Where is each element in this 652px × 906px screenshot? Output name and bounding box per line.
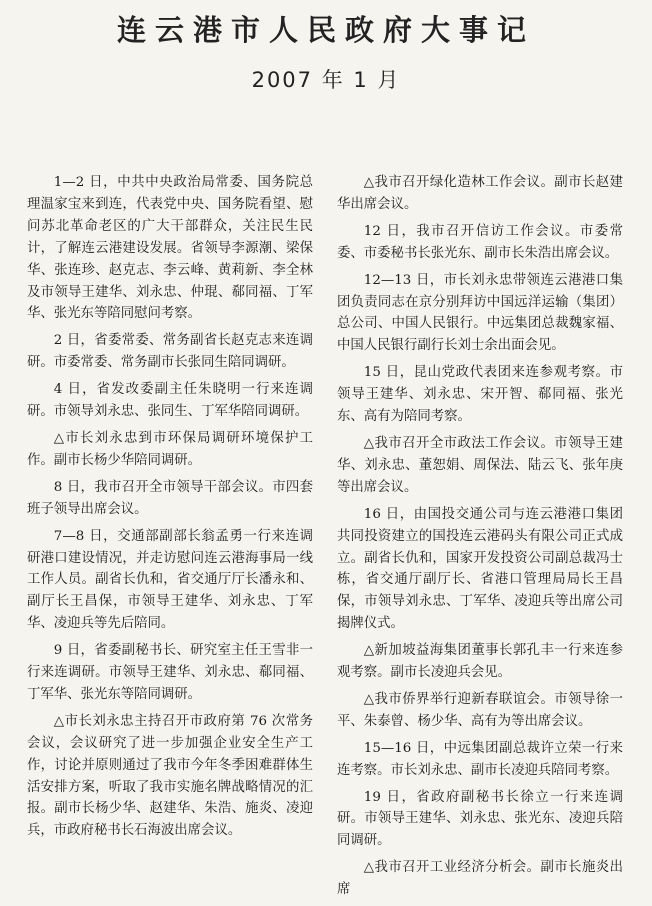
paragraph: △新加坡益海集团董事长郭孔丰一行来连参观考察。副市长凌迎兵会见。	[337, 643, 623, 681]
paragraph: △我市召开全市政法工作会议。市领导王建华、刘永忠、董恕娟、周保法、陆云飞、张年庚等出席会议。	[337, 435, 623, 495]
paragraph: 12—13 日，市长刘永忠带领连云港港口集团负责同志在京分别拜访中国远洋运输（集团）总公司、中国人民银行。中远集团总裁魏家福、中国人民银行副行长刘士余出面会见。	[337, 272, 623, 354]
paragraph: 1—2 日，中共中央政治局常委、国务院总理温家宝来到连，代表党中央、国务院看望、慰问苏北革命老区的广大干部群众，关注民生民计，了解连云港建设发展。省领导李源潮、梁保华、张连珍、赵克志、李云峰、黄莉新、李全林及市领导王建华、刘永忠、仲琨、郗同福、丁军华、张光东等陪同慰问考察。	[27, 175, 313, 322]
paragraph: 4 日，省发改委副主任朱晓明一行来连调研。市领导刘永忠、张同生、丁军华陪同调研。	[27, 382, 313, 420]
paragraph: 8 日，我市召开全市领导干部会议。市四套班子领导出席会议。	[27, 479, 313, 517]
page-subtitle: 2007 年 1 月	[251, 68, 401, 92]
paragraph: 12 日，我市召开信访工作会议。市委常委、市委秘书长张光东、副市长朱浩出席会议。	[337, 223, 623, 261]
paragraph: △市长刘永忠到市环保局调研环境保护工作。副市长杨少华陪同调研。	[27, 430, 313, 468]
paragraph: △我市召开工业经济分析会。副市长施炎出席	[337, 860, 623, 898]
left-column	[27, 172, 313, 847]
paragraph: 7—8 日，交通部副部长翁孟勇一行来连调研港口建设情况，并走访慰问连云港海事局一线工作人员。副省长仇和，省交通厅厅长潘永和、副厅长王昌保，市领导王建华、刘永忠、丁军华、凌迎兵等先后陪同。	[27, 528, 313, 632]
paragraph: 19 日，省政府副秘书长徐立一行来连调研。市领导王建华、刘永忠、张光东、凌迎兵陪同调研。	[337, 789, 623, 849]
paragraph: △市长刘永忠主持召开市政府第 76 次常务会议，会议研究了进一步加强企业安全生产工作，讨论并原则通过了我市今年冬季困难群体生活安排方案，听取了我市实施名牌战略情况的汇报。副市长杨少华、赵建华、朱浩、施炎、凌迎兵，市政府秘书长石海波出席会议。	[27, 713, 313, 839]
paragraph: △我市侨界举行迎新春联谊会。市领导徐一平、朱泰曾、杨少华、高有为等出席会议。	[337, 691, 623, 729]
right-column	[337, 172, 623, 906]
page-title: 连云港市人民政府大事记	[116, 13, 535, 47]
paragraph: 16 日，由国投交通公司与连云港港口集团共同投资建立的国投连云港码头有限公司正式成立。副省长仇和，国家开发投资公司副总裁冯士栋，省交通厅副厅长、省港口管理局局长王昌保，市领导刘永忠、丁军华、凌迎兵等出席公司揭牌仪式。	[337, 506, 623, 632]
paragraph: 2 日，省委常委、常务副省长赵克志来连调研。市委常委、常务副市长张同生陪同调研。	[27, 333, 313, 371]
paragraph: 9 日，省委副秘书长、研究室主任王雪非一行来连调研。市领导王建华、刘永忠、郗同福、丁军华、张光东等陪同调研。	[27, 643, 313, 702]
paragraph: △我市召开绿化造林工作会议。副市长赵建华出席会议。	[337, 175, 623, 212]
paragraph: 15 日，昆山党政代表团来连参观考察。市领导王建华、刘永忠、宋开智、郗同福、张光东、高有为陪同考察。	[337, 365, 623, 425]
paragraph: 15—16 日，中远集团副总裁许立荣一行来连考察。市长刘永忠、副市长凌迎兵陪同考察。	[337, 740, 623, 778]
